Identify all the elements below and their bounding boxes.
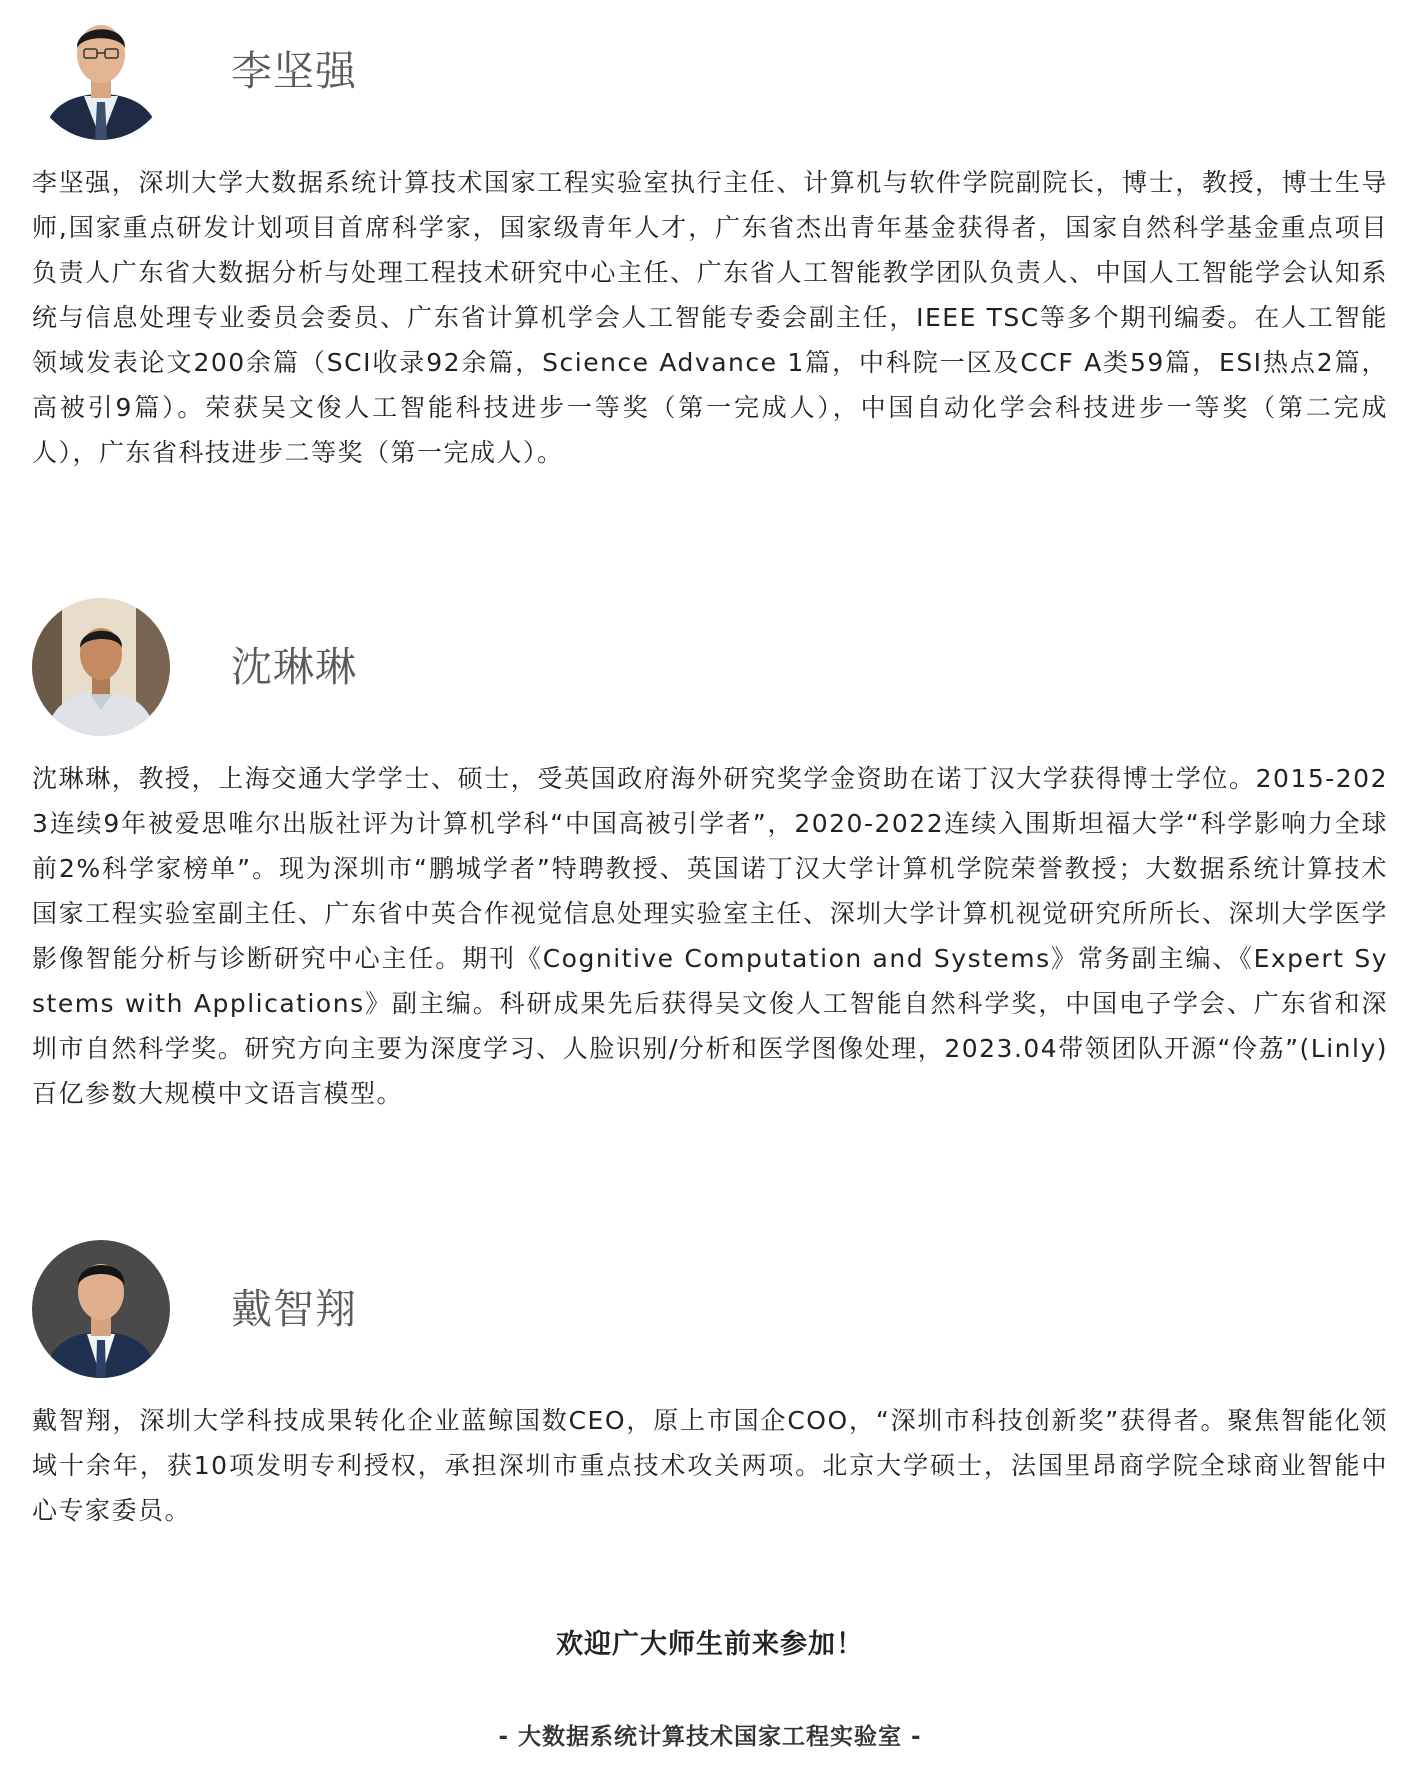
person-name: 沈琳琳 <box>231 643 357 691</box>
footer-signature: - 大数据系统计算技术国家工程实验室 - <box>498 1724 922 1750</box>
avatar <box>32 598 170 736</box>
portrait-photo <box>32 1240 170 1378</box>
person-name: 戴智翔 <box>231 1285 357 1333</box>
welcome-message: 欢迎广大师生前来参加！ <box>556 1629 864 1660</box>
avatar <box>32 2 170 140</box>
person-bio: 沈琳琳，教授，上海交通大学学士、硕士，受英国政府海外研究奖学金资助在诺丁汉大学获得博士学位。2015-2023连续9年被爱思唯尔出版社评为计算机学科“中国高被引学者”，2020-2022连续入围斯坦福大学“科学影响力全球前2%科学家榜单”。现为深圳市“鹏城学者”特聘教授、英国诺丁汉大学计算机学院荣誉教授；大数据系统计算技术国家工程实验室副主任、广东省中英合作视觉信息处理实验室主任、深圳大学计算机视觉研究所所长、深圳大学医学影像智能分析与诊断研究中心主任。期刊《Cognitive Computation and Systems》常务副主编、《Expert Systems with Applications》副主编。科研成果先后获得吴文俊人工智能自然科学奖，中国电子学会、广东省和深圳市自然科学奖。研究方向主要为深度学习、人脸识别/分析和医学图像处理，2023.04带领团队开源“伶荔”(Linly)百亿参数大规模中文语言模型。 <box>32 764 1388 1108</box>
person-bio: 李坚强，深圳大学大数据系统计算技术国家工程实验室执行主任、计算机与软件学院副院长，博士，教授，博士生导师,国家重点研发计划项目首席科学家，国家级青年人才，广东省杰出青年基金获得者，国家自然科学基金重点项目负责人广东省大数据分析与处理工程技术研究中心主任、广东省人工智能教学团队负责人、中国人工智能学会认知系统与信息处理专业委员会委员、广东省计算机学会人工智能专委会副主任，IEEE TSC等多个期刊编委。在人工智能领域发表论文200余篇（SCI收录92余篇，Science Advance 1篇，中科院一区及CCF A类59篇，ESI热点2篇，高被引9篇）。荣获吴文俊人工智能科技进步一等奖（第一完成人），中国自动化学会科技进步一等奖（第二完成人），广东省科技进步二等奖（第一完成人）。 <box>32 168 1388 467</box>
portrait-photo <box>32 598 170 736</box>
person-name: 李坚强 <box>231 47 357 95</box>
avatar <box>32 1240 170 1378</box>
person-bio: 戴智翔，深圳大学科技成果转化企业蓝鲸国数CEO，原上市国企COO，“深圳市科技创新奖”获得者。聚焦智能化领域十余年，获10项发明专利授权，承担深圳市重点技术攻关两项。北京大学硕士，法国里昂商学院全球商业智能中心专家委员。 <box>32 1406 1388 1525</box>
portrait-photo <box>32 2 170 140</box>
